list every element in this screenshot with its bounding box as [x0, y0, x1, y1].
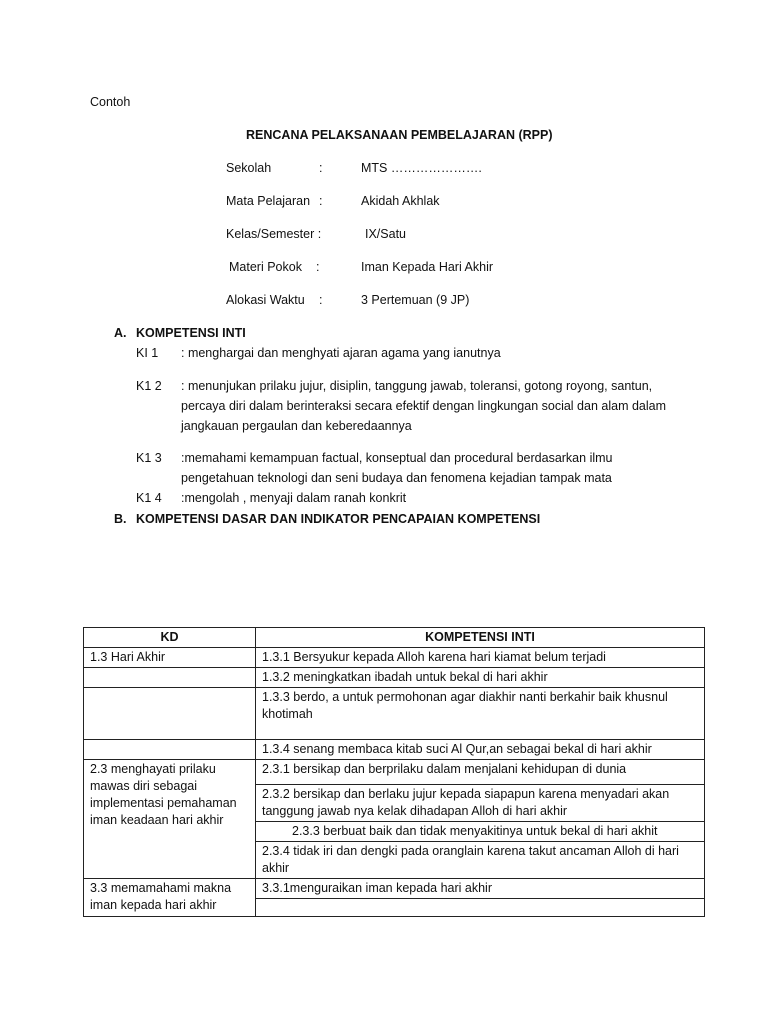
ki-code: K1 4: [136, 491, 162, 505]
identity-value-sekolah: MTS ………………….: [361, 161, 482, 175]
identity-value-alokasi: 3 Pertemuan (9 JP): [361, 293, 470, 307]
kd-cell: 1.3 Hari Akhir: [84, 648, 256, 668]
kd-cell-empty: [84, 688, 256, 740]
indicator-cell: 1.3.4 senang membaca kitab suci Al Qur,an sebagai bekal di hari akhir: [256, 740, 705, 760]
kd-table: [83, 627, 705, 917]
indicator-cell: 2.3.3 berbuat baik dan tidak menyakitinya untuk bekal di hari akhit: [256, 822, 705, 842]
indicator-cell: 2.3.2 bersikap dan berlaku jujur kepada siapapun karena menyadari akan tanggung jawab nya kelak dihadapan Alloh di hari akhir: [256, 785, 705, 822]
document-title: RENCANA PELAKSANAAN PEMBELAJARAN (RPP): [246, 128, 553, 142]
table-row: [84, 688, 705, 740]
table-header-row: [84, 628, 705, 648]
ki-text: : menghargai dan menghyati ajaran agama yang ianutnya: [181, 346, 501, 360]
kd-cell: 3.3 memamahami makna iman kepada hari akhir: [84, 879, 256, 917]
ki-text: pengetahuan teknologi dan seni budaya dan fenomena kejadian tampak mata: [181, 471, 612, 485]
section-a-letter: A.: [114, 326, 127, 340]
section-a-heading: KOMPETENSI INTI: [136, 326, 246, 340]
indicator-cell: 1.3.2 meningkatkan ibadah untuk bekal di hari akhir: [256, 668, 705, 688]
indicator-cell: 3.3.1menguraikan iman kepada hari akhir: [256, 879, 705, 899]
identity-label-sekolah: Sekolah: [226, 161, 272, 175]
header-kompetensi-inti: KOMPETENSI INTI: [256, 628, 705, 648]
identity-label-alokasi: Alokasi Waktu: [226, 293, 305, 307]
identity-colon: :: [319, 293, 323, 307]
ki-text: percaya diri dalam berinteraksi secara efektif dengan lingkungan social dan alam dalam: [181, 399, 666, 413]
ki-code: KI 1: [136, 346, 159, 360]
section-b-letter: B.: [114, 512, 127, 526]
identity-value-kelas: IX/Satu: [365, 227, 406, 241]
label-contoh: Contoh: [90, 95, 131, 109]
kd-cell-empty: [84, 668, 256, 688]
indicator-cell: 1.3.1 Bersyukur kepada Alloh karena hari kiamat belum terjadi: [256, 648, 705, 668]
ki-text: :memahami kemampuan factual, konseptual dan procedural berdasarkan ilmu: [181, 451, 613, 465]
header-kd: KD: [84, 628, 256, 648]
table-row: [84, 740, 705, 760]
identity-label-kelas: Kelas/Semester :: [226, 227, 322, 241]
ki-text: jangkauan pergaulan dan keberedaannya: [181, 419, 412, 433]
identity-colon: :: [316, 260, 320, 274]
identity-colon: :: [319, 161, 323, 175]
identity-colon: :: [319, 194, 323, 208]
ki-code: K1 2: [136, 379, 162, 393]
indicator-cell: 2.3.1 bersikap dan berprilaku dalam menjalani kehidupan di dunia: [256, 760, 705, 785]
identity-label-mapel: Mata Pelajaran: [226, 194, 311, 208]
identity-label-materi: Materi Pokok: [229, 260, 302, 274]
kd-cell: 2.3 menghayati prilaku mawas diri sebagai implementasi pemahaman iman keadaan hari akhir: [84, 760, 256, 879]
kd-cell-empty: [84, 740, 256, 760]
indicator-cell: 1.3.3 berdo, a untuk permohonan agar diakhir nanti berkahir baik khusnul khotimah: [256, 688, 705, 740]
indicator-cell-empty: [256, 899, 705, 917]
ki-text: :mengolah , menyaji dalam ranah konkrit: [181, 491, 407, 505]
table-row: [84, 668, 705, 688]
identity-value-materi: Iman Kepada Hari Akhir: [361, 260, 494, 274]
ki-code: K1 3: [136, 451, 162, 465]
indicator-cell: 2.3.4 tidak iri dan dengki pada oranglain karena takut ancaman Alloh di hari akhir: [256, 842, 705, 879]
table-row: [84, 760, 705, 785]
section-b-heading: KOMPETENSI DASAR DAN INDIKATOR PENCAPAIAN KOMPETENSI: [136, 512, 541, 526]
identity-value-mapel: Akidah Akhlak: [361, 194, 440, 208]
table-row: [84, 879, 705, 899]
ki-text: : menunjukan prilaku jujur, disiplin, tanggung jawab, toleransi, gotong royong, santun,: [181, 379, 653, 393]
table-row: [84, 648, 705, 668]
